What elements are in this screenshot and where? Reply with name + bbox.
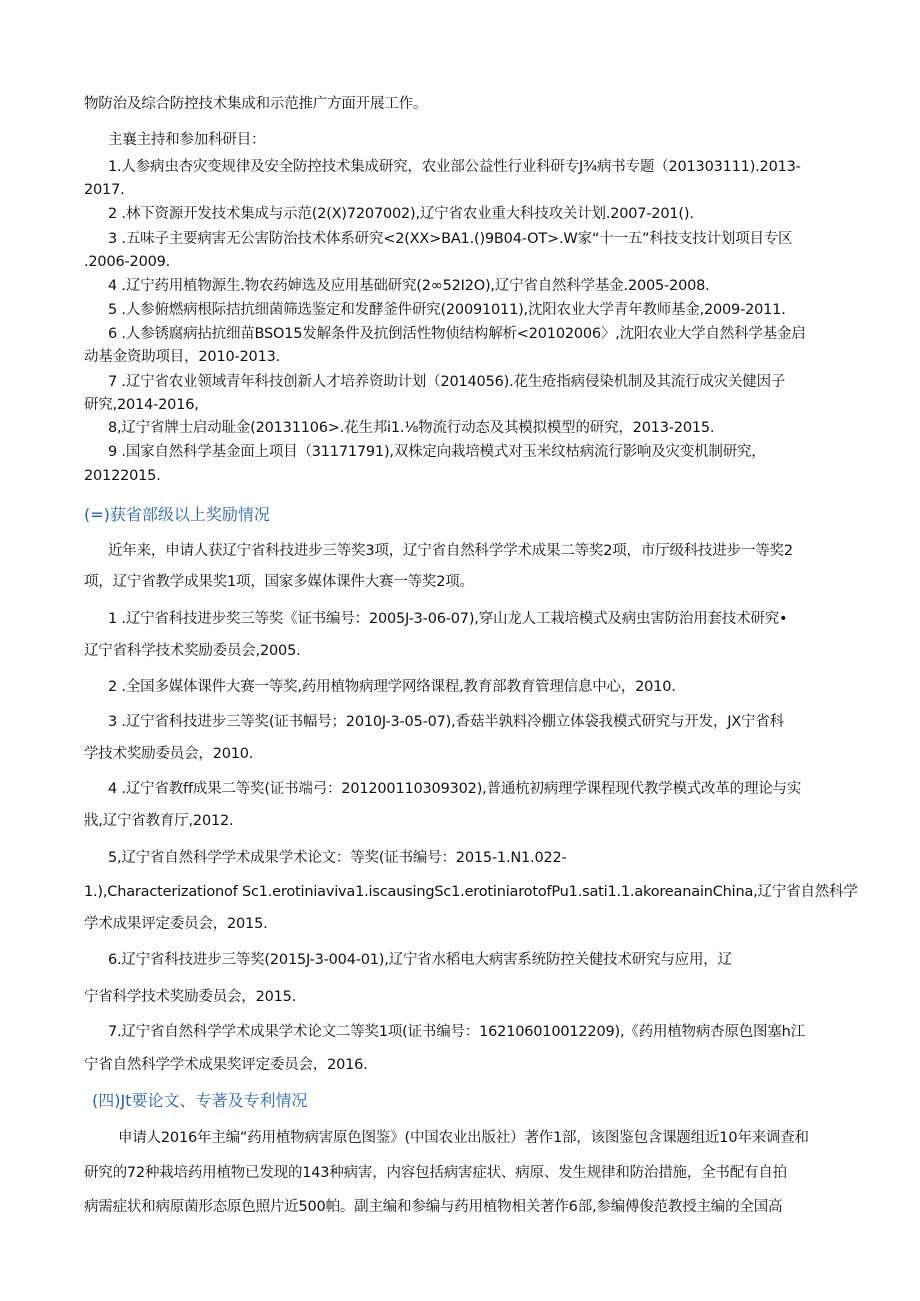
project-line: 动基金资助项目，2010-2013. [84,349,281,365]
award-line: 1 .辽宁省科技进步奖三等奖《证书编号：2005J-3-06-07),穿山龙人工栽培模式及病虫害防治用套技术研究• [108,611,788,627]
project-line: 20122015. [84,468,161,484]
award-line: 学术成果评定委员会，2015. [84,916,268,932]
award-line: 宁省科学技术奖励委员会，2015. [84,989,297,1005]
award-line: 6.辽宁省科技进步三等奖(2015J-3-004-01),辽宁省水稻电大病害系统防控关健技术研究与应用，辽 [108,952,732,968]
award-line: 5,辽宁省自然科学学术成果学术论文：等奖(证书编号：2015-1.N1.022- [108,850,567,866]
award-line: 2 .全国多媒体课件大赛一等奖,药用植物病理学网络课程,教育部教育管理信息中心，2010. [108,679,676,695]
intro-line: 物防治及综合防控技术集成和示范推广方面开展工作。 [84,96,428,112]
project-line: 研究,2014-2016, [84,397,199,413]
papers-heading: (四)Jt要论文、专著及专利情况 [92,1091,308,1110]
project-line: 4 .辽宁药用植物源生.物农药婶选及应用基础研究(2∞52I2O),辽宁省自然科学基金.2005-2008. [108,278,710,294]
awards-summary: 项，辽宁省教学成果奖1项，国家多媒体课件大赛一等奖2项。 [84,574,474,590]
award-line: 4 .辽宁省教ff成果二等奖(证书端弓：201200110309302),普通杭初病理学课程现代教学模式改革的理论与实 [108,781,802,797]
projects-title: 主襄主持和参加科研目： [108,132,266,148]
award-line: 学技术奖励委员会，2010. [84,746,254,762]
awards-summary: 近年来，申请人获辽宁省科技进步三等奖3项，辽宁省自然科学学术成果二等奖2项，市厅级科技进步一等奖2 [108,543,793,559]
award-line: 3 .辽宁省科技进步三等奖(证书幅号；2010J-3-05-07),香菇半孰料冷棚立体袋我模式研究与开发，JX宁省科 [108,714,784,730]
project-line: 2 .林下资源开发技术集成与示范(2(X)7207002),辽宁省农业重大科技攻关计划.2007-201(). [108,206,694,222]
award-line: 宁省自然科学学术成果奖评定委员会，2016. [84,1057,368,1073]
award-line: 1.),Characterizationof Sc1.erotiniaviva1.iscausingSc1.erotiniarotofPu1.sati1.1.akoreanainChina,辽宁省自然科学 [84,884,858,900]
paper-line: 研究的72种栽培药用植物已发现的143种病害，内容包括病害症状、病原、发生规律和防治措施，全书配有自拍 [84,1165,787,1181]
award-line: 戕,辽宁省教育厅,2012. [84,813,234,829]
paper-line: 病需症状和病原菌形态原色照片近500帕。副主编和参编与药用植物相关著作6部,参编傅俊范教授主编的全国高 [84,1199,783,1215]
project-line: .2006-2009. [84,254,171,270]
paper-line: 申请人2016年主编”药用植物病害原色图鉴》(中国农业出版社）著作1部，该图鉴包含课题组近10年来调查和 [118,1130,809,1146]
award-line: 辽宁省科学技术奖励委员会,2005. [84,643,301,659]
project-line: 5 .人参俯燃病根际拮抗细菌筛选鉴定和发酵釜件研究(20091011),沈阳农业大学青年教师基金,2009-2011. [108,302,786,318]
project-line: 1.人参病虫杏灾变规律及安全防控技术集成研究，农业部公益性行业科研专J¾病书专题（201303111).2013- [108,159,801,175]
project-line: 3 .五味子主要病害无公害防治技术体系研究<2(XX>BA1.()9B04-OT>.W家“十一五”科技支技计划项目专区 [108,231,793,247]
project-line: 9 .国家自然科学基金面上项目（31171791),双株定向栽培模式对玉米纹枯病流行影响及灾变机制研究， [108,444,766,460]
project-line: 8,辽宁省牌士启动耻金(20131106>.花生邦i1.⅛物流行动态及其模拟模型的研究，2013-2015. [108,420,715,436]
project-line: 2017. [84,182,125,198]
project-line: 6 .人参锈腐病拈抗细苗BSO15发解条件及抗倒活性物侦结构解析<20102006〉,沈阳农业大学自然科学基金启 [108,326,806,342]
awards-heading: (=)获省部级以上奖励情况 [84,505,270,524]
award-line: 7.辽宁省自然科学学术成果学术论文二等奖1项(证书编号：162106010012209),《药用植物病杏原色图塞h江 [108,1024,805,1040]
project-line: 7 .辽宁省农业领域青年科技创新人才培养资助计划（2014056).花生疮指病侵染机制及其流行成灾关健因子 [108,374,786,390]
